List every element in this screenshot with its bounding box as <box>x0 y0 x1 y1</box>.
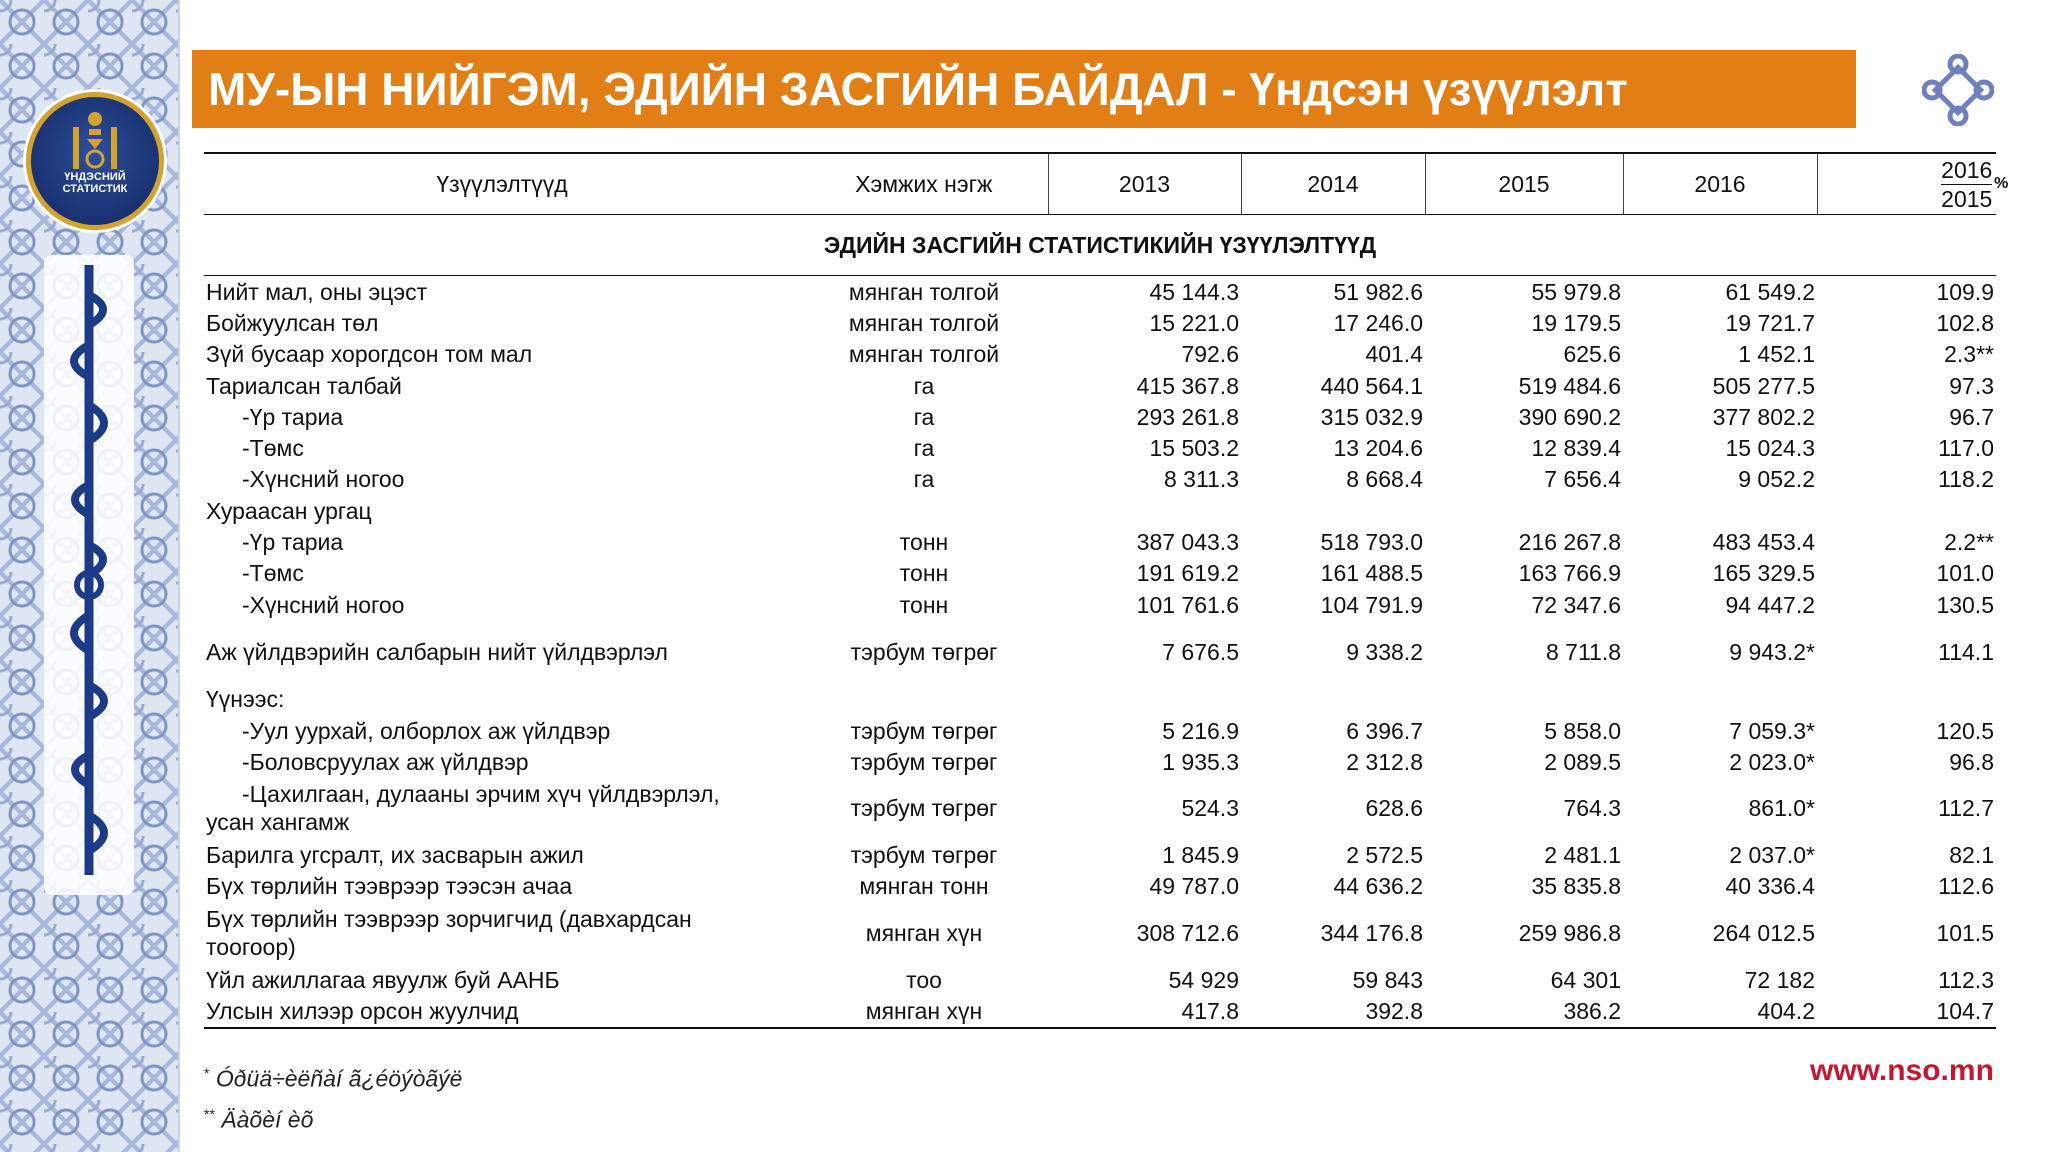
ratio-percent-sign: % <box>1994 174 2009 192</box>
value-2013: 387 043.3 <box>1136 529 1239 556</box>
spacer-row <box>204 620 1996 636</box>
table-row <box>204 370 1996 401</box>
indicator-name: Барилга угсралт, их засварын ажил <box>206 842 584 869</box>
spacer-row <box>204 668 1996 684</box>
unit-cell: мянган хүн <box>800 995 1048 1027</box>
value-2014: 315 032.9 <box>1320 403 1423 430</box>
table-row <box>204 464 1996 495</box>
unit-cell <box>800 684 1048 715</box>
value-2013: 191 619.2 <box>1136 560 1239 587</box>
indicator-name: -Үр тариа <box>242 403 344 430</box>
unit-cell: тэрбум төгрөг <box>850 795 998 822</box>
indicator-name: -Үр тариа <box>242 529 344 556</box>
header-2014: 2014 <box>1241 153 1425 215</box>
value-2014: 628.6 <box>1365 795 1423 822</box>
value-2013: 1 935.3 <box>1162 748 1239 775</box>
unit-cell: га <box>913 403 935 430</box>
value-2015: 390 690.2 <box>1518 403 1621 430</box>
section-title: ЭДИЙН ЗАСГИЙН СТАТИСТИКИЙН ҮЗҮҮЛЭЛТҮҮД <box>204 215 1996 276</box>
value-2013: 308 712.6 <box>1136 920 1239 947</box>
value-2016: 9 052.2 <box>1738 466 1815 493</box>
footnote-2-text: Äàõèí èõ <box>221 1106 314 1133</box>
header-2013: 2013 <box>1048 153 1241 215</box>
footnote-2-mark: ** <box>204 1105 215 1122</box>
logo-line-1: ҮНДЭСНИЙ <box>64 171 126 183</box>
value-2016: 1 452.1 <box>1738 341 1815 368</box>
table-row <box>204 339 1996 370</box>
value-2014: 8 668.4 <box>1346 466 1423 493</box>
value-2013: 45 144.3 <box>1149 278 1239 305</box>
value-2014: 440 564.1 <box>1320 372 1423 399</box>
unit-cell: тэрбум төгрөг <box>850 748 998 775</box>
table-row <box>204 495 1996 526</box>
table-row <box>204 558 1996 589</box>
value-ratio: 2.3** <box>1944 341 1994 368</box>
statistics-table <box>204 152 2009 1029</box>
value-ratio: 102.8 <box>1936 309 1994 336</box>
value-2015 <box>1425 684 1623 715</box>
indicator-name: Улсын хилээр орсон жуулчид <box>204 995 800 1027</box>
value-2013: 5 216.9 <box>1162 717 1239 744</box>
indicator-name: Аж үйлдвэрийн салбарын нийт үйлдвэрлэл <box>206 638 668 665</box>
value-ratio: 97.3 <box>1949 372 1994 399</box>
value-2015: 64 301 <box>1550 966 1621 993</box>
unit-cell: мянган тонн <box>859 873 989 900</box>
value-ratio: 112.6 <box>1938 873 1994 900</box>
value-ratio: 96.7 <box>1949 403 1994 430</box>
indicator-name <box>204 902 800 964</box>
value-2014: 104 791.9 <box>1320 591 1423 618</box>
value-ratio: 101.0 <box>1936 560 1994 587</box>
unit-cell: тоо <box>906 966 942 993</box>
value-2014: 2 312.8 <box>1346 748 1423 775</box>
header-indicator: Үзүүлэлтүүд <box>204 153 800 215</box>
logo-line-2: СТАТИСТИК <box>62 183 128 195</box>
value-2016: 861.0* <box>1748 795 1815 822</box>
value-2014: 17 246.0 <box>1333 309 1423 336</box>
value-2016: 61 549.2 <box>1725 278 1815 305</box>
value-2014: 518 793.0 <box>1320 529 1423 556</box>
value-ratio: 112.7 <box>1938 795 1994 822</box>
indicator-name: -Төмс <box>242 560 304 587</box>
indicator-name: Тариалсан талбай <box>206 372 402 399</box>
value-ratio: 109.9 <box>1936 278 1994 305</box>
table-row <box>204 715 1996 746</box>
table-row <box>204 871 1996 902</box>
indicator-name-line-1: -Цахилгаан, дулааны эрчим хүч үйлдвэрлэл, <box>242 781 720 808</box>
unit-cell: тэрбум төгрөг <box>850 717 998 744</box>
ratio-numerator: 2016 <box>1941 156 1993 183</box>
value-2016: 264 012.5 <box>1712 920 1815 947</box>
table-row <box>204 526 1996 557</box>
value-ratio: 114.1 <box>1938 638 1994 665</box>
value-2015: 35 835.8 <box>1531 873 1621 900</box>
table-row <box>204 995 1996 1027</box>
indicator-name: -Төмс <box>242 435 304 462</box>
unit-cell: га <box>913 466 935 493</box>
value-2013: 54 929 <box>1168 966 1239 993</box>
ratio-denominator: 2015 <box>1941 185 1993 212</box>
value-ratio: 117.0 <box>1938 435 1994 462</box>
value-2016: 72 182 <box>1744 966 1815 993</box>
value-2015: 7 656.4 <box>1544 466 1621 493</box>
table-row <box>204 432 1996 463</box>
value-2016 <box>1623 495 1817 526</box>
website-link[interactable]: www.nso.mn <box>1810 1054 1994 1087</box>
indicator-name <box>204 777 800 839</box>
value-2015: 519 484.6 <box>1518 372 1621 399</box>
value-2015: 2 481.1 <box>1544 842 1621 869</box>
value-2016: 2 037.0* <box>1729 842 1815 869</box>
value-2013: 49 787.0 <box>1149 873 1239 900</box>
value-ratio: 112.3 <box>1938 966 1994 993</box>
value-2015: 8 711.8 <box>1545 638 1621 665</box>
header-unit: Хэмжих нэгж <box>800 153 1048 215</box>
value-2015: 764.3 <box>1563 795 1621 822</box>
value-2014: 44 636.2 <box>1333 873 1423 900</box>
indicator-name: -Уул уурхай, олборлох аж үйлдвэр <box>242 717 611 744</box>
value-2013: 415 367.8 <box>1136 372 1239 399</box>
value-2015: 625.6 <box>1563 341 1621 368</box>
value-2015: 5 858.0 <box>1544 717 1621 744</box>
value-ratio: 120.5 <box>1936 717 1994 744</box>
value-ratio: 130.5 <box>1936 591 1994 618</box>
footnote-2 <box>204 1097 462 1138</box>
unit-cell: тэрбум төгрөг <box>850 638 998 665</box>
indicator-name-line-1: Бүх төрлийн тээврээр зорчигчид (давхардсан <box>206 906 692 933</box>
value-2015: 163 766.9 <box>1518 560 1621 587</box>
unit-cell: га <box>913 435 935 462</box>
indicator-name: -Хүнсний ногоо <box>242 466 405 493</box>
table-row <box>204 839 1996 870</box>
value-2016: 505 277.5 <box>1712 372 1815 399</box>
value-ratio: 2.2** <box>1944 529 1994 556</box>
soyombo-icon <box>31 97 159 225</box>
value-2014 <box>1241 684 1425 715</box>
value-2014: 344 176.8 <box>1320 920 1423 947</box>
table-row <box>204 777 1996 839</box>
indicator-name-line-2: тоогоор) <box>206 934 296 961</box>
value-2015 <box>1425 495 1623 526</box>
value-2016: 404.2 <box>1623 995 1817 1027</box>
value-2013: 293 261.8 <box>1136 403 1239 430</box>
value-2016 <box>1623 684 1817 715</box>
value-2013: 417.8 <box>1048 995 1241 1027</box>
section-row <box>204 215 1996 276</box>
value-2016: 19 721.7 <box>1725 309 1815 336</box>
value-ratio: 118.2 <box>1938 466 1994 493</box>
value-2013: 101 761.6 <box>1136 591 1239 618</box>
table-row <box>204 401 1996 432</box>
value-ratio: 96.8 <box>1949 748 1994 775</box>
value-2014: 401.4 <box>1365 341 1423 368</box>
value-2016: 40 336.4 <box>1725 873 1815 900</box>
value-2014: 2 572.5 <box>1346 842 1423 869</box>
value-2015: 2 089.5 <box>1544 748 1621 775</box>
value-2015: 19 179.5 <box>1531 309 1621 336</box>
indicator-name: Бойжуулсан төл <box>206 309 379 336</box>
value-2014 <box>1241 495 1425 526</box>
value-2016: 2 023.0* <box>1729 748 1815 775</box>
unit-cell: га <box>913 372 935 399</box>
value-2014: 6 396.7 <box>1346 717 1423 744</box>
endless-knot-icon <box>1922 54 1994 126</box>
footnote-1-text: Óðüä÷èëñàí ã¿éöýòãýë <box>215 1065 463 1092</box>
unit-cell: тэрбум төгрөг <box>850 842 998 869</box>
footnote-1-mark: * <box>204 1065 210 1081</box>
value-2013: 15 503.2 <box>1149 435 1239 462</box>
value-2015: 386.2 <box>1425 995 1623 1027</box>
value-ratio: 101.5 <box>1936 920 1994 947</box>
decorative-side-strip <box>0 0 180 1152</box>
footnotes <box>204 1056 462 1137</box>
mongolian-script-emblem <box>44 255 134 895</box>
table-row <box>204 589 1996 620</box>
value-2016: 94 447.2 <box>1725 591 1815 618</box>
value-ratio: 104.7 <box>1817 995 1996 1027</box>
table-row <box>204 964 1996 995</box>
value-2013: 1 845.9 <box>1162 842 1239 869</box>
nso-logo[interactable] <box>26 92 164 230</box>
value-2013: 8 311.3 <box>1163 466 1239 493</box>
value-2016: 9 943.2* <box>1729 638 1815 665</box>
indicator-name: Үүнээс: <box>206 686 285 713</box>
value-2015: 72 347.6 <box>1531 591 1621 618</box>
unit-cell: мянган толгой <box>848 309 1000 336</box>
value-2015: 55 979.8 <box>1531 278 1621 305</box>
value-2013: 524.3 <box>1181 795 1239 822</box>
value-2013: 7 676.5 <box>1162 638 1239 665</box>
page-title: МУ-ЫН НИЙГЭМ, ЭДИЙН ЗАСГИЙН БАЙДАЛ - Үндсэн үзүүлэлт <box>192 50 1856 128</box>
table-row <box>204 746 1996 777</box>
value-2014: 161 488.5 <box>1320 560 1423 587</box>
indicator-name: Зүй бусаар хорогдсон том мал <box>206 341 533 368</box>
value-2016: 483 453.4 <box>1712 529 1815 556</box>
unit-cell <box>800 495 1048 526</box>
unit-cell: мянган толгой <box>848 278 1000 305</box>
indicator-name: Хураасан ургац <box>206 497 372 524</box>
unit-cell: мянган хүн <box>865 920 983 947</box>
indicator-name: -Хүнсний ногоо <box>242 591 405 618</box>
value-2013: 15 221.0 <box>1149 309 1239 336</box>
value-2013: 792.6 <box>1181 341 1239 368</box>
value-ratio <box>1817 495 1996 526</box>
value-2014: 9 338.2 <box>1346 638 1423 665</box>
indicator-name: Үйл ажиллагаа явуулж буй ААНБ <box>206 966 560 993</box>
indicator-name-line-2: усан хангамж <box>206 809 350 836</box>
value-2014: 51 982.6 <box>1333 278 1423 305</box>
unit-cell: мянган толгой <box>848 341 1000 368</box>
value-2015: 216 267.8 <box>1518 529 1621 556</box>
table-header-row <box>204 153 1996 215</box>
indicator-name: Бүх төрлийн тээврээр тээсэн ачаа <box>206 873 573 900</box>
unit-cell: тонн <box>899 591 949 618</box>
indicator-name: Нийт мал, оны эцэст <box>206 278 428 305</box>
unit-cell: тонн <box>899 529 949 556</box>
header-2016: 2016 <box>1623 153 1817 215</box>
table-row <box>204 276 1996 308</box>
value-2013 <box>1048 684 1241 715</box>
value-ratio <box>1817 684 1996 715</box>
value-2016: 165 329.5 <box>1712 560 1815 587</box>
value-2014: 392.8 <box>1241 995 1425 1027</box>
value-ratio: 82.1 <box>1949 842 1994 869</box>
value-2015: 259 986.8 <box>1518 920 1621 947</box>
table-row <box>204 307 1996 338</box>
header-2015: 2015 <box>1425 153 1623 215</box>
table-row <box>204 684 1996 715</box>
table-row <box>204 636 1996 667</box>
header-ratio <box>1817 153 2009 215</box>
value-2015: 12 839.4 <box>1531 435 1621 462</box>
value-2016: 7 059.3* <box>1729 717 1815 744</box>
value-2016: 15 024.3 <box>1725 435 1815 462</box>
value-2013 <box>1048 495 1241 526</box>
value-2016: 377 802.2 <box>1712 403 1815 430</box>
footnote-1 <box>204 1056 462 1097</box>
value-2014: 59 843 <box>1352 966 1423 993</box>
table-row <box>204 902 1996 964</box>
unit-cell: тонн <box>899 560 949 587</box>
value-2014: 13 204.6 <box>1333 435 1423 462</box>
indicator-name: -Боловсруулах аж үйлдвэр <box>242 748 529 775</box>
